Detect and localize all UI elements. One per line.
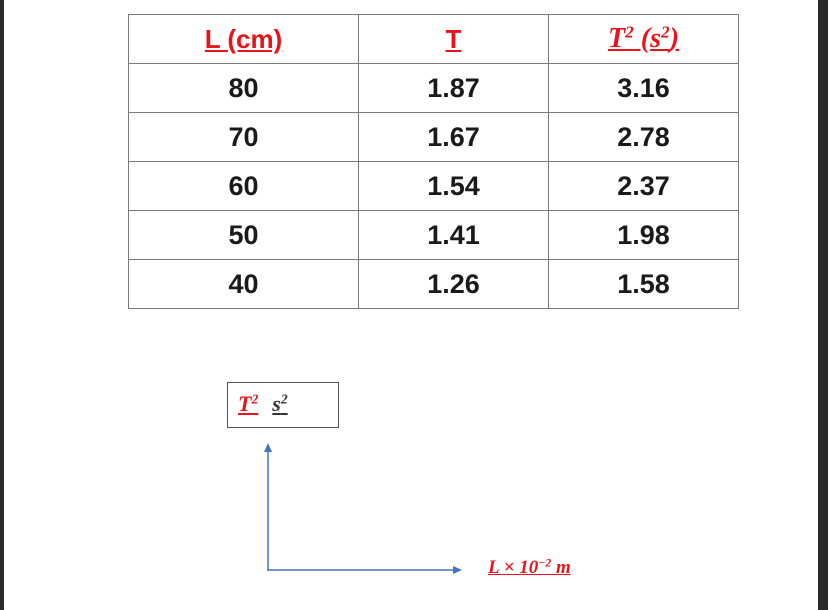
cell-period: 1.67: [359, 113, 549, 162]
header-t2-exp: 2: [625, 22, 634, 42]
window-edge-left: [0, 0, 4, 610]
y-unit-base: s: [272, 391, 281, 416]
header-period-squared: $T^2$ $(s^2)$: [549, 15, 739, 64]
table-row: [129, 113, 739, 162]
header-period: T: [359, 15, 549, 64]
table-row: [129, 260, 739, 309]
y-axis-label-box[interactable]: [227, 382, 339, 428]
header-unit-exp: 2: [661, 22, 670, 42]
x-label-exp: −2: [538, 556, 552, 570]
cell-period-squared: 1.98: [549, 211, 739, 260]
cell-period-squared: 2.78: [549, 113, 739, 162]
cell-period-squared: 3.16: [549, 64, 739, 113]
cell-period-squared: 2.37: [549, 162, 739, 211]
cell-length: 40: [129, 260, 359, 309]
table-row: [129, 211, 739, 260]
graph-axes: [255, 440, 470, 580]
header-t2-base: T: [607, 23, 626, 54]
x-label-base: L × 10: [488, 557, 539, 578]
cell-length: 60: [129, 162, 359, 211]
cell-period: 1.54: [359, 162, 549, 211]
x-label-unit: m: [551, 557, 571, 578]
x-axis-arrowhead: [453, 566, 462, 574]
cell-length: 80: [129, 64, 359, 113]
cell-period: 1.41: [359, 211, 549, 260]
cell-length: 50: [129, 211, 359, 260]
cell-period: 1.87: [359, 64, 549, 113]
cell-length: 70: [129, 113, 359, 162]
y-axis-label: [238, 391, 258, 416]
y-unit-exp: 2: [280, 391, 288, 407]
pendulum-data-table: [128, 14, 739, 309]
header-length: L (cm): [129, 15, 359, 64]
header-unit-base: s: [650, 23, 661, 54]
y-axis-arrowhead: [264, 443, 272, 452]
cell-period: 1.26: [359, 260, 549, 309]
table-row: [129, 64, 739, 113]
table-row: [129, 162, 739, 211]
cell-period-squared: 1.58: [549, 260, 739, 309]
x-axis-label: [488, 557, 571, 579]
y-label-base: T: [238, 391, 252, 416]
window-edge-right: [818, 0, 828, 610]
table-header-row: [129, 15, 739, 64]
y-axis-unit: [272, 391, 287, 416]
y-label-exp: 2: [251, 391, 259, 407]
